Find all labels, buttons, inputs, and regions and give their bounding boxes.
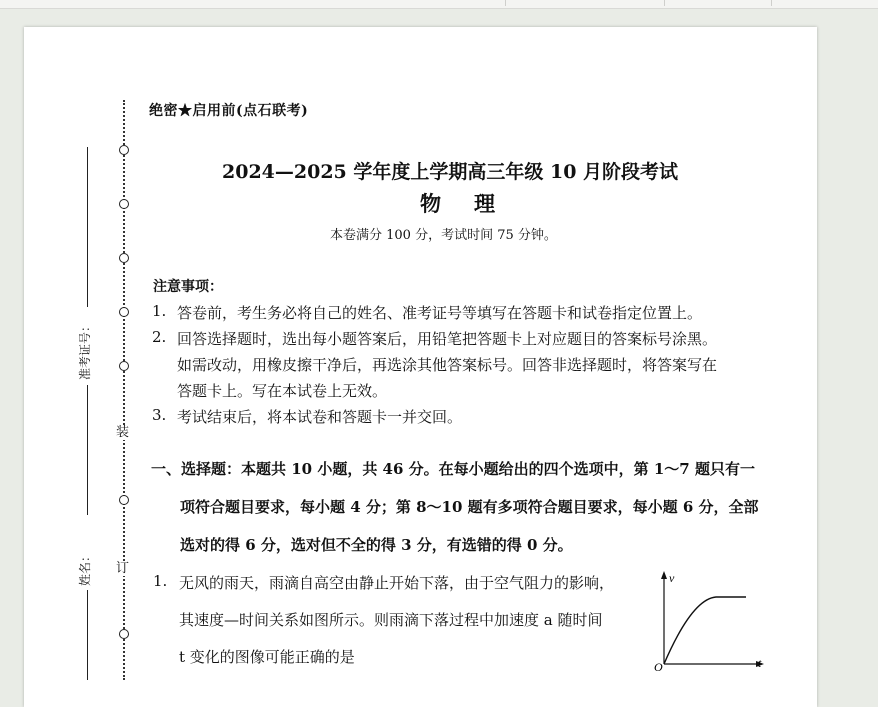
notice-item-line: 如需改动，用橡皮擦干净后，再选涂其他答案标号。回答非选择题时，将答案写在 bbox=[177, 356, 718, 374]
graph-curve bbox=[664, 597, 746, 664]
notice-item-line: 考试结束后，将本试卷和答题卡一并交回。 bbox=[177, 408, 463, 426]
notice-item-line: 答卷前，考生务必将自己的姓名、准考证号等填写在答题卡和试卷指定位置上。 bbox=[177, 304, 703, 322]
score-time-line: 本卷满分 100 分，考试时间 75 分钟。 bbox=[330, 228, 557, 243]
binding-hole bbox=[119, 253, 129, 263]
notice-item-line: 答题卡上。写在本试卷上无效。 bbox=[177, 382, 388, 400]
question-text-line: t 变化的图像可能正确的是 bbox=[179, 648, 355, 666]
graph-x-label: t bbox=[758, 656, 762, 670]
name-write-line bbox=[87, 590, 88, 680]
subject-title: 物 理 bbox=[420, 191, 501, 216]
notice-item-number: 2. bbox=[152, 328, 167, 346]
binding-hole bbox=[119, 307, 129, 317]
binding-hole bbox=[119, 199, 129, 209]
notice-item-number: 1. bbox=[152, 302, 167, 320]
notice-item-number: 3. bbox=[152, 406, 167, 424]
binding-char-zhuang: 装 bbox=[116, 425, 130, 440]
secret-marker: 绝密★启用前(点石联考) bbox=[149, 103, 309, 119]
section-heading-line: 一、选择题：本题共 10 小题，共 46 分。在每小题给出的四个选项中，第 1～7 题只有一 bbox=[151, 460, 755, 478]
graph-y-arrow bbox=[661, 571, 667, 579]
binding-char-ding: 订 bbox=[116, 561, 130, 576]
name-label: 姓名： bbox=[78, 549, 92, 586]
question-number: 1. bbox=[153, 572, 168, 590]
exam-id-write-line bbox=[87, 147, 88, 307]
toolbar-divider bbox=[771, 0, 772, 6]
binding-dotted-line bbox=[123, 100, 125, 680]
exam-id-write-line-2 bbox=[87, 385, 88, 515]
viewer-toolbar bbox=[0, 0, 878, 9]
exam-title: 2024—2025 学年度上学期高三年级 10 月阶段考试 bbox=[222, 161, 679, 183]
binding-hole bbox=[119, 495, 129, 505]
exam-id-label: 准考证号： bbox=[78, 319, 92, 380]
velocity-time-graph bbox=[652, 569, 772, 673]
toolbar-divider bbox=[664, 0, 665, 6]
toolbar-divider bbox=[505, 0, 506, 6]
question-text-line: 其速度—时间关系如图所示。则雨滴下落过程中加速度 a 随时间 bbox=[179, 611, 603, 629]
section-heading-line: 选对的得 6 分，选对但不全的得 3 分，有选错的得 0 分。 bbox=[180, 536, 573, 554]
notice-heading: 注意事项： bbox=[153, 279, 223, 295]
notice-item-line: 回答选择题时，选出每小题答案后，用铅笔把答题卡上对应题目的答案标号涂黑。 bbox=[177, 330, 718, 348]
binding-hole bbox=[119, 145, 129, 155]
graph-y-label: v bbox=[669, 571, 675, 585]
binding-hole bbox=[119, 361, 129, 371]
graph-origin-label: O bbox=[654, 660, 663, 673]
binding-hole bbox=[119, 629, 129, 639]
question-text-line: 无风的雨天，雨滴自高空由静止开始下落，由于空气阻力的影响， bbox=[179, 574, 615, 592]
section-heading-line: 项符合题目要求，每小题 4 分；第 8～10 题有多项符合题目要求，每小题 6 分，全部 bbox=[180, 498, 759, 516]
